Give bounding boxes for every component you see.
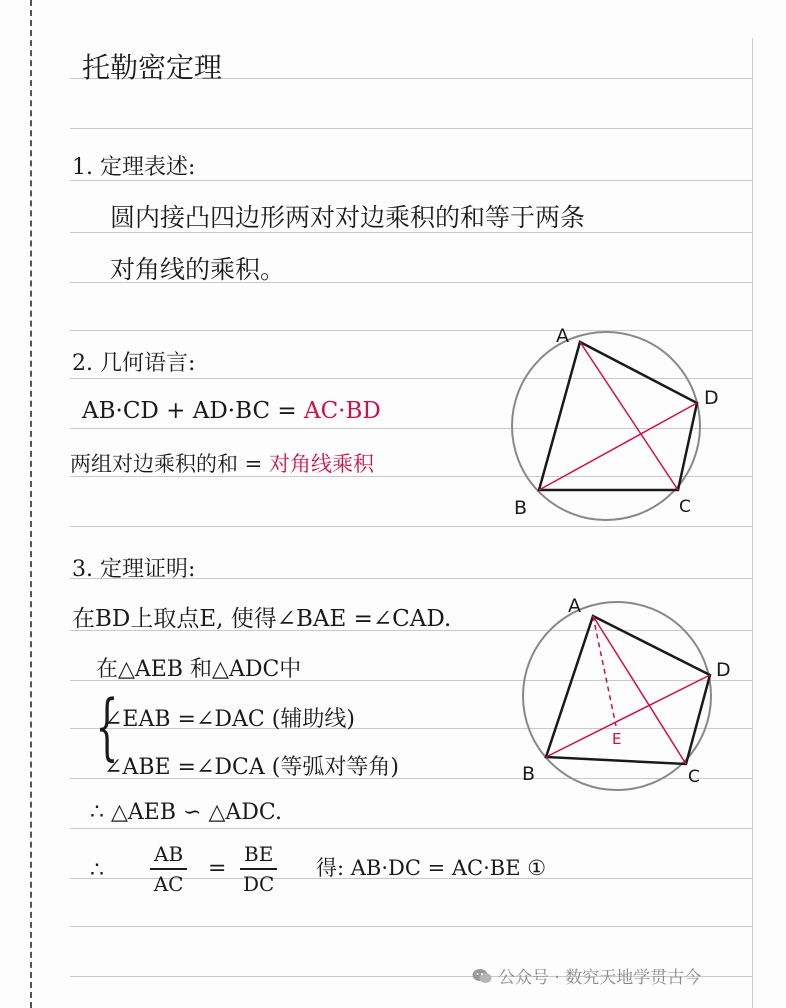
segment-ae-dashed	[593, 616, 616, 726]
diagonal-bd	[539, 403, 697, 490]
diagonal-bd	[546, 675, 710, 757]
ruled-line	[70, 926, 752, 927]
watermark	[472, 963, 701, 988]
page-title: 托勒密定理	[82, 51, 223, 84]
label-c: C	[679, 497, 691, 517]
words-sum: 两组对边乘积的和 =	[70, 452, 263, 476]
figure-proof-construction	[515, 592, 745, 792]
proof-step2: 在△AEB 和△ADC中	[96, 657, 302, 682]
theorem-statement-line1: 圆内接凸四边形两对对边乘积的和等于两条	[110, 203, 586, 232]
therefore-symbol: ∴	[90, 858, 104, 883]
label-b: B	[514, 497, 528, 519]
fraction1-numerator: AB	[150, 842, 187, 870]
words-line	[70, 448, 374, 478]
fraction-ab-ac	[150, 842, 187, 896]
label-a: A	[556, 325, 569, 347]
wechat-icon	[472, 968, 492, 984]
section2-heading: 2. 几何语言:	[72, 351, 196, 376]
ruled-line	[70, 828, 752, 829]
diagonal-ac	[580, 342, 678, 490]
formula-sum: AB·CD + AD·BC =	[82, 398, 297, 424]
fraction-be-dc	[240, 842, 277, 896]
label-d: D	[716, 659, 731, 681]
condition-1: ∠EAB =∠DAC (辅助线)	[104, 707, 355, 732]
words-product: 对角线乘积	[268, 452, 374, 476]
formula-product: AC·BD	[303, 398, 381, 424]
proof-step1: 在BD上取点E, 使得∠BAE =∠CAD.	[72, 606, 452, 632]
fraction-equals: =	[208, 856, 227, 881]
left-brace: {	[95, 684, 119, 768]
figure-cyclic-quadrilateral	[505, 320, 745, 530]
fraction2-numerator: BE	[240, 842, 277, 870]
quadrilateral	[546, 616, 710, 764]
fraction1-denominator: AC	[153, 872, 184, 896]
label-d: D	[704, 387, 719, 409]
label-b: B	[522, 763, 536, 785]
proof-result: 得: AB·DC = AC·BE ①	[316, 856, 547, 880]
watermark-text: 公众号 · 数究天地学贯古今	[498, 968, 702, 988]
condition-2: ∠ABE =∠DCA (等弧对等角)	[104, 755, 399, 780]
margin-dashed-line	[30, 0, 32, 1008]
ruled-line	[70, 128, 752, 129]
formula-line	[82, 398, 381, 424]
label-e: E	[612, 730, 622, 748]
label-a: A	[568, 595, 581, 617]
circumcircle	[512, 332, 700, 520]
similar-triangles: ∴ △AEB ∽ △ADC.	[90, 800, 282, 825]
page-edge-line	[752, 38, 753, 1008]
section3-heading: 3. 定理证明:	[72, 557, 196, 582]
section1-heading: 1. 定理表述:	[72, 155, 196, 180]
label-c: C	[688, 767, 700, 787]
theorem-statement-line2: 对角线的乘积。	[110, 255, 286, 284]
fraction2-denominator: DC	[242, 872, 275, 896]
